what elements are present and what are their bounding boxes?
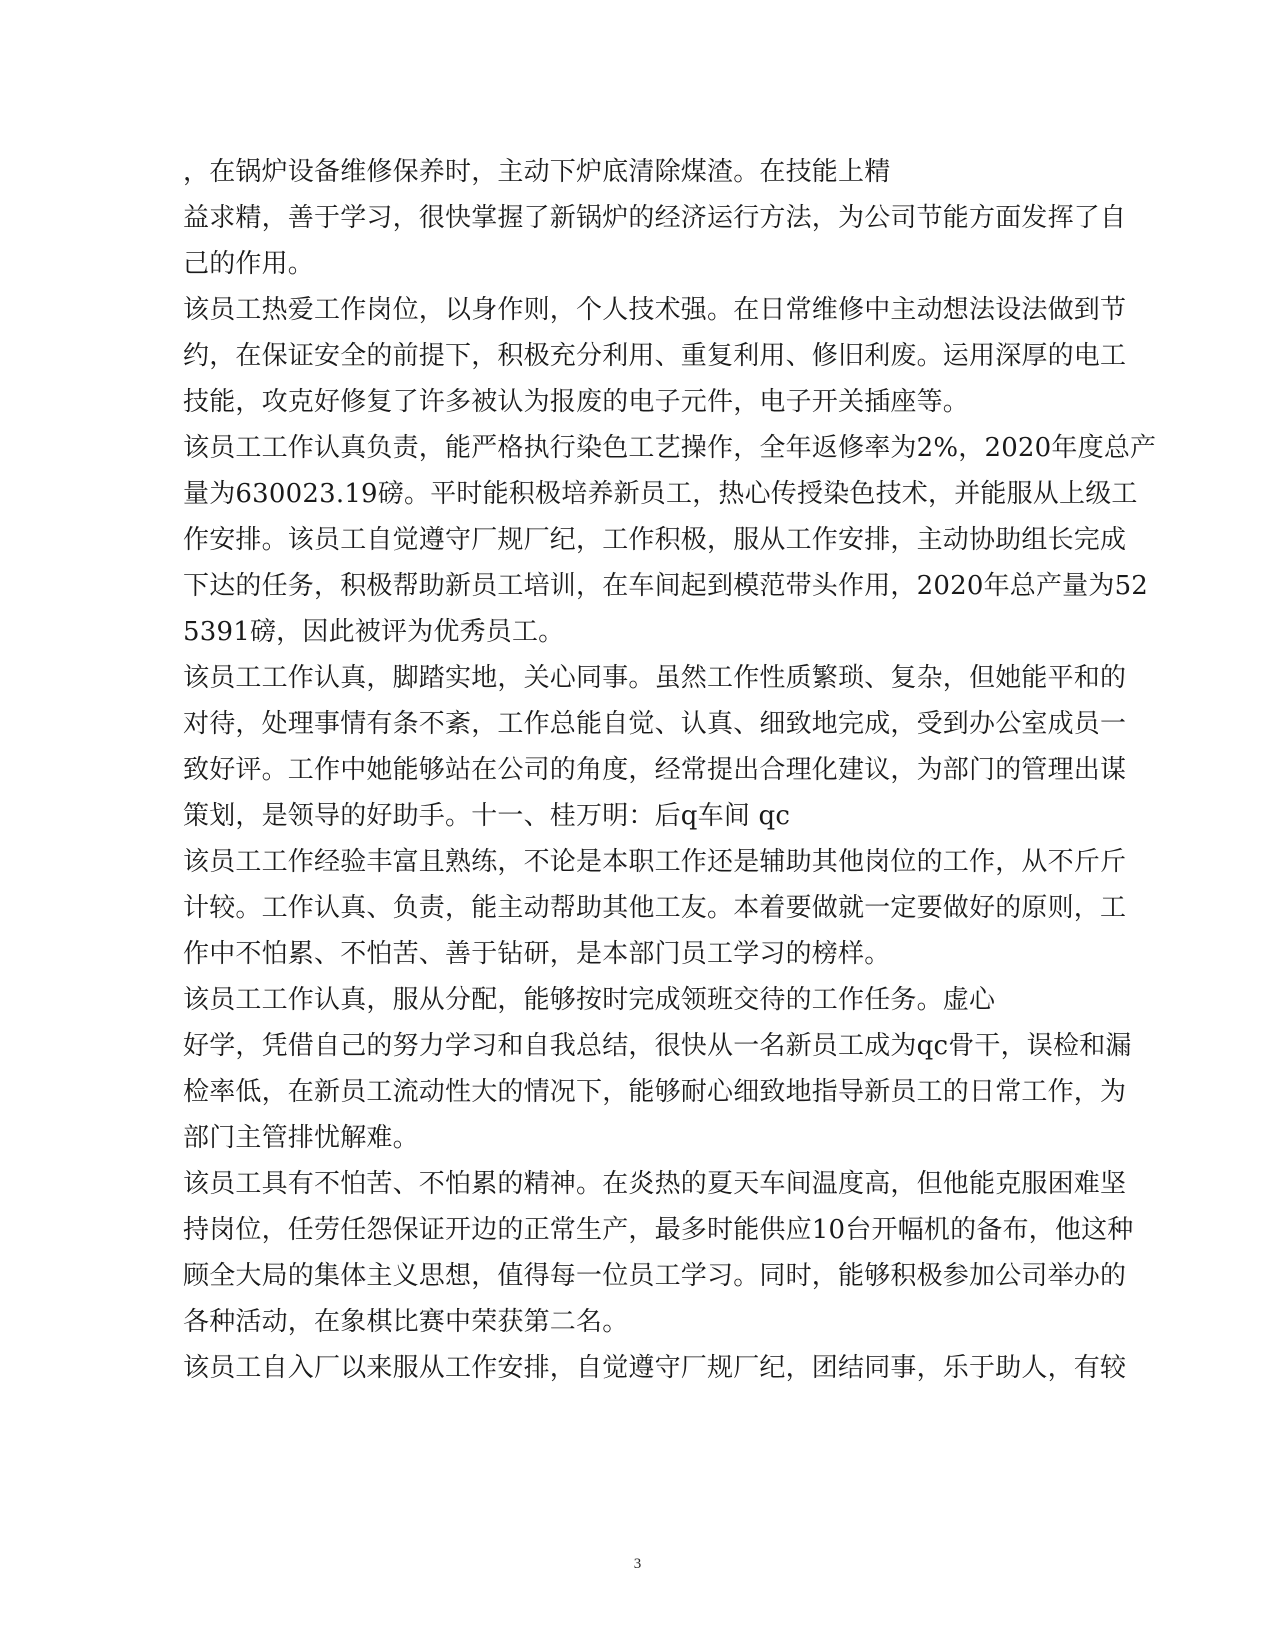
text-line: 致好评。工作中她能够站在公司的角度，经常提出合理化建议，为部门的管理出谋 <box>183 755 1127 785</box>
text-line: 该员工工作认真，服从分配，能够按时完成领班交待的工作任务。虚心 <box>183 985 996 1015</box>
text-line: 该员工具有不怕苦、不怕累的精神。在炎热的夏天车间温度高，但他能克服困难坚 <box>183 1169 1127 1199</box>
text-line: 量为630023.19磅。平时能积极培养新员工，热心传授染色技术，并能服从上级工 <box>183 479 1138 509</box>
text-line: 该员工自入厂以来服从工作安排，自觉遵守厂规厂纪，团结同事，乐于助人，有较 <box>183 1353 1127 1383</box>
text-line: 部门主管排忧解难。 <box>183 1123 419 1153</box>
text-line: 下达的任务，积极帮助新员工培训，在车间起到模范带头作用，2020年总产量为52 <box>183 571 1149 601</box>
text-line: 对待，处理事情有条不紊，工作总能自觉、认真、细致地完成，受到办公室成员一 <box>183 709 1127 739</box>
text-line: 该员工工作经验丰富且熟练，不论是本职工作还是辅助其他岗位的工作，从不斤斤 <box>183 847 1127 877</box>
text-line: 该员工热爱工作岗位，以身作则，个人技术强。在日常维修中主动想法设法做到节 <box>183 295 1127 325</box>
text-line: 技能，攻克好修复了许多被认为报废的电子元件，电子开关插座等。 <box>183 387 970 417</box>
text-line: 计较。工作认真、负责，能主动帮助其他工友。本着要做就一定要做好的原则，工 <box>183 893 1127 923</box>
text-line: 检率低，在新员工流动性大的情况下，能够耐心细致地指导新员工的日常工作，为 <box>183 1077 1127 1107</box>
text-line: 该员工工作认真负责，能严格执行染色工艺操作，全年返修率为2%，2020年度总产 <box>183 433 1157 463</box>
text-line: 该员工工作认真，脚踏实地，关心同事。虽然工作性质繁琐、复杂，但她能平和的 <box>183 663 1127 693</box>
text-line: 益求精，善于学习，很快掌握了新锅炉的经济运行方法，为公司节能方面发挥了自 <box>183 203 1127 233</box>
text-line: 各种活动，在象棋比赛中荣获第二名。 <box>183 1307 629 1337</box>
text-line: 己的作用。 <box>183 249 315 279</box>
text-line: 5391磅，因此被评为优秀员工。 <box>183 617 565 647</box>
page-number: 3 <box>633 1556 642 1572</box>
text-line: 好学，凭借自己的努力学习和自我总结，很快从一名新员工成为qc骨干，误检和漏 <box>183 1031 1132 1061</box>
text-line: 作安排。该员工自觉遵守厂规厂纪，工作积极，服从工作安排，主动协助组长完成 <box>183 525 1127 555</box>
text-line: 顾全大局的集体主义思想，值得每一位员工学习。同时，能够积极参加公司举办的 <box>183 1261 1127 1291</box>
text-line: 策划，是领导的好助手。十一、桂万明：后q车间 qc <box>183 801 791 831</box>
text-line: 持岗位，任劳任怨保证开边的正常生产，最多时能供应10台开幅机的备布，他这种 <box>183 1215 1134 1245</box>
text-line: ，在锅炉设备维修保养时，主动下炉底清除煤渣。在技能上精 <box>183 157 891 187</box>
text-line: 约，在保证安全的前提下，积极充分利用、重复利用、修旧利废。运用深厚的电工 <box>183 341 1127 371</box>
text-line: 作中不怕累、不怕苦、善于钻研，是本部门员工学习的榜样。 <box>183 939 891 969</box>
